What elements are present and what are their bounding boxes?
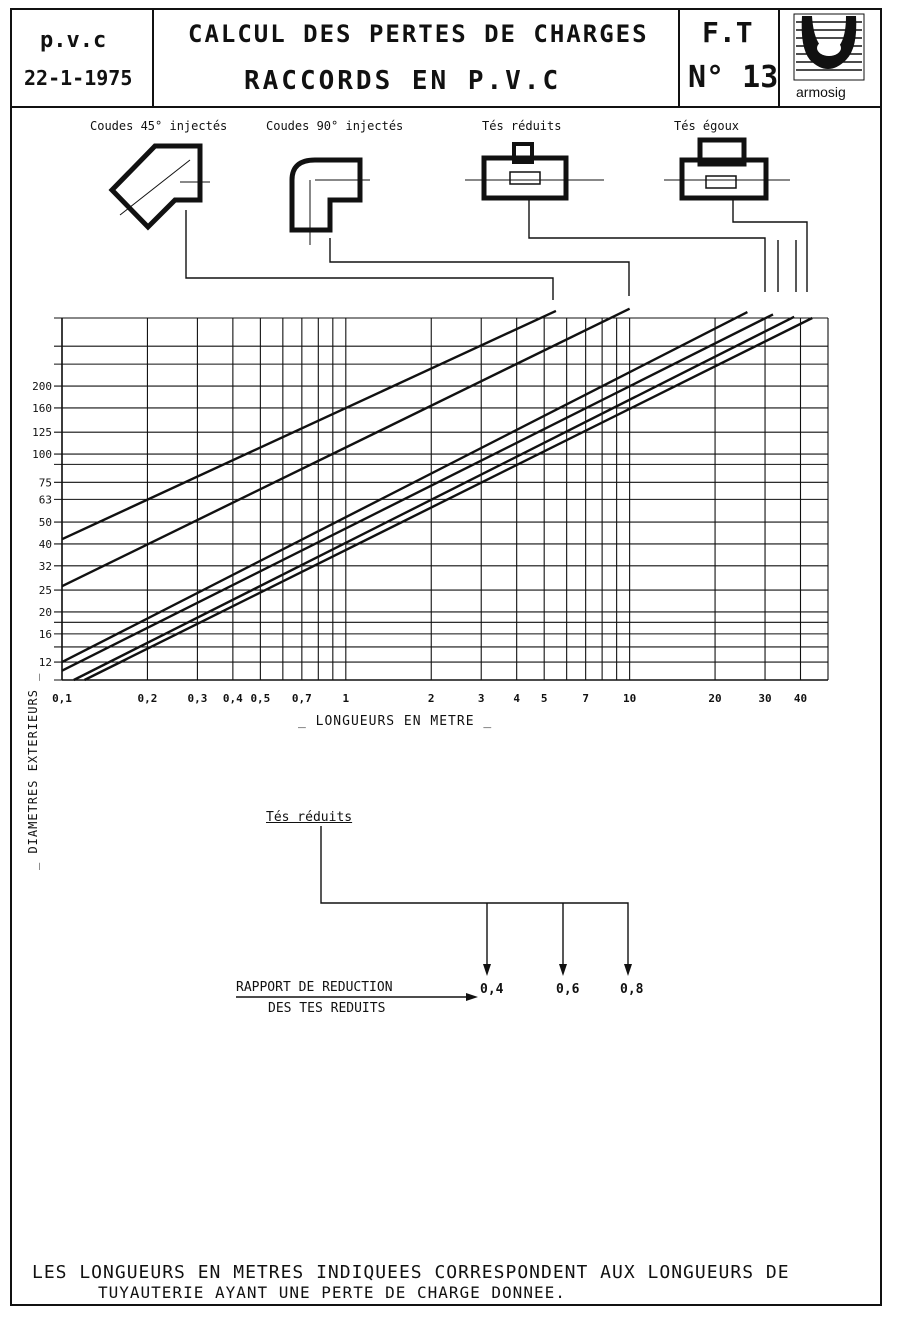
y-tick-label: 12 [38,656,52,670]
y-tick-label: 125 [32,426,52,440]
x-tick-label: 3 [477,692,485,705]
x-tick-label: 30 [758,692,772,705]
x-tick-label: 7 [582,692,589,705]
x-tick-label: 4 [513,692,520,705]
x-tick-label: 0,4 [222,692,243,705]
reduction-title: Tés réduits [266,810,353,825]
tes-egoux-label: Tés égoux [674,119,740,133]
x-tick-label: 0,1 [52,692,72,705]
y-tick-label: 32 [38,559,52,573]
footer-note-line1: LES LONGUEURS EN METRES INDIQUEES CORRESPONDENT AUX LONGUEURS DE [32,1262,790,1283]
y-tick-label: 100 [32,448,52,462]
ratio-0-6: 0,6 [556,982,580,997]
reduction-label-line1: RAPPORT DE REDUCTION [236,980,393,995]
y-tick-label: 40 [38,537,52,551]
page-subtitle: RACCORDS EN P.V.C [244,66,562,96]
x-tick-labels [52,692,807,705]
y-tick-label: 200 [32,380,52,394]
x-tick-label: 40 [793,692,808,705]
series-line-5 [74,317,794,680]
tes-reduits-label: Tés réduits [482,119,562,133]
footer-note-line2: TUYAUTERIE AYANT UNE PERTE DE CHARGE DONNEE. [98,1283,566,1302]
reduction-label-line2: DES TES REDUITS [268,1001,386,1016]
x-tick-label: 0,7 [291,692,312,705]
coude45-label: Coudes 45° injectés [90,119,228,133]
x-tick-label: 2 [427,692,435,705]
page-title: CALCUL DES PERTES DE CHARGES [188,20,649,48]
x-tick-label: 0,3 [187,692,208,705]
y-tick-label: 160 [32,401,52,415]
series-line-1 [62,311,556,539]
logo-text: armosig [796,84,846,100]
date-label: 22-1-1975 [24,66,133,90]
x-axis-label: _ LONGUEURS EN METRE _ [298,714,493,729]
y-tick-label: 16 [38,627,52,641]
sheet-label: F.T [702,16,753,49]
x-tick-label: 0,2 [137,692,158,705]
x-tick-label: 1 [342,692,350,705]
x-tick-label: 5 [540,692,548,705]
ratio-0-8: 0,8 [620,982,644,997]
x-tick-label: 20 [708,692,722,705]
y-tick-label: 63 [38,493,52,507]
y-tick-label: 20 [38,605,52,619]
series-line-4 [62,314,773,670]
x-tick-label: 10 [622,692,637,705]
material-label: p.v.c [40,28,107,53]
ratio-0-4: 0,4 [480,982,504,997]
coude90-label: Coudes 90° injectés [266,119,404,133]
chart-grid [54,318,828,680]
y-tick-label: 25 [38,584,52,598]
y-axis-label: _ DIAMETRES EXTERIEURS _ [26,672,40,870]
y-tick-labels [32,380,52,669]
sheet-number: N° 13 [688,60,779,95]
y-tick-label: 75 [38,476,52,490]
y-tick-label: 50 [38,516,52,530]
x-tick-label: 0,5 [250,692,271,705]
